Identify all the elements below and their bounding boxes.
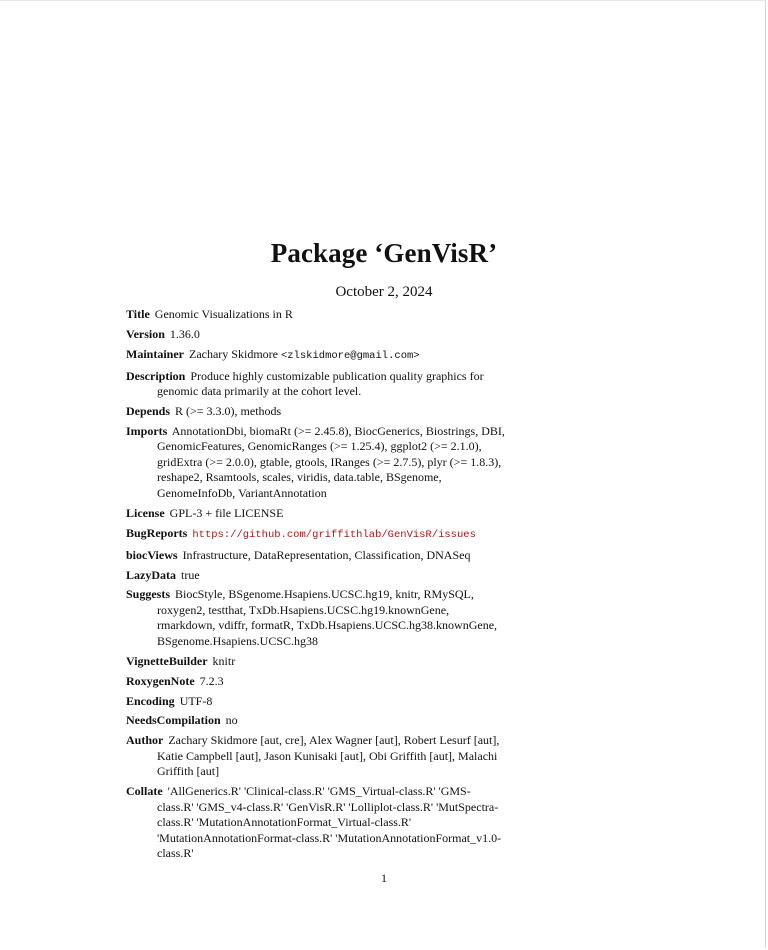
field-key-license: License	[126, 505, 165, 520]
field-value-imports: AnnotationDbi, biomaRt (>= 2.45.8), BiocGenerics, Biostrings, DBI, GenomicFeatures, GenomicRanges (>= 1.25.4), ggplot2 (>= 2.1.0), gridExtra (>= 2.0.0), gtable, gtools, IRanges (>= 2.7.5), plyr (>= 1.8.3), reshape2, Rsamtools, scales, viridis, data.table, BSgenome, GenomeInfoDb, VariantAnnotation	[157, 423, 505, 500]
field-value-license: GPL-3 + file LICENSE	[169, 505, 284, 520]
bugreports-link[interactable]: https://github.com/griffithlab/GenVisR/issues	[192, 528, 476, 541]
field-imports	[126, 424, 506, 502]
field-key-vignettebuilder: VignetteBuilder	[126, 653, 208, 668]
document-title: Package ‘GenVisR’	[270, 238, 498, 268]
maintainer-email[interactable]: <zlskidmore@gmail.com>	[280, 349, 420, 362]
field-key-bugreports: BugReports	[126, 525, 188, 540]
field-bugreports	[126, 526, 506, 544]
field-value-encoding: UTF-8	[179, 693, 213, 708]
field-value-version: 1.36.0	[169, 326, 200, 341]
field-value-depends: R (>= 3.3.0), methods	[175, 404, 282, 419]
description-fields	[126, 307, 506, 866]
field-value-needscompilation: no	[225, 713, 238, 728]
field-biocviews	[126, 548, 506, 564]
field-lazydata	[126, 568, 506, 584]
field-value-biocviews: Infrastructure, DataRepresentation, Classification, DNASeq	[182, 547, 471, 562]
field-key-maintainer: Maintainer	[126, 346, 184, 361]
field-key-collate: Collate	[126, 784, 163, 799]
field-value-title: Genomic Visualizations in R	[154, 307, 293, 321]
field-value-description: Produce highly customizable publication quality graphics for genomic data primarily at the cohort level.	[157, 368, 484, 399]
page-number: 1	[381, 871, 387, 885]
field-maintainer	[126, 347, 506, 365]
field-vignettebuilder	[126, 654, 506, 670]
field-value-author: Zachary Skidmore [aut, cre], Alex Wagner [aut], Robert Lesurf [aut], Katie Campbell [aut], Jason Kunisaki [aut], Obi Griffith [aut], Malachi Griffith [aut]	[157, 733, 500, 779]
field-collate	[126, 784, 506, 862]
field-key-title: Title	[126, 307, 150, 321]
field-encoding	[126, 694, 506, 710]
maintainer-name: Zachary Skidmore	[189, 346, 278, 361]
field-value-suggests: BiocStyle, BSgenome.Hsapiens.UCSC.hg19, knitr, RMySQL, roxygen2, testthat, TxDb.Hsapiens.UCSC.hg19.knownGene, rmarkdown, vdiffr, formatR, TxDb.Hsapiens.UCSC.hg38.knownGene, BSgenome.Hsapiens.UCSC.hg38	[157, 587, 498, 648]
field-version	[126, 327, 506, 343]
field-value-collate: 'AllGenerics.R' 'Clinical-class.R' 'GMS_Virtual-class.R' 'GMS-class.R' 'GMS_v4-class.R' 'GenVisR.R' 'Lolliplot-class.R' 'MutSpectra-class.R' 'MutationAnnotationFormat_Virtual-class.R' 'MutationAnnotationFormat-class.R' 'MutationAnnotationFormat_v1.0-class.R'	[157, 784, 502, 861]
field-key-imports: Imports	[126, 423, 168, 438]
field-author	[126, 733, 506, 780]
field-key-version: Version	[126, 326, 165, 341]
field-key-needscompilation: NeedsCompilation	[126, 713, 221, 728]
field-key-roxygennote: RoxygenNote	[126, 673, 195, 688]
field-needscompilation	[126, 713, 506, 729]
field-key-depends: Depends	[126, 404, 171, 419]
field-value-lazydata: true	[181, 567, 200, 582]
field-value-vignettebuilder: knitr	[212, 653, 236, 668]
field-roxygennote	[126, 674, 506, 690]
field-title	[126, 307, 506, 323]
field-key-description: Description	[126, 368, 186, 383]
field-key-lazydata: LazyData	[126, 567, 176, 582]
field-suggests	[126, 587, 506, 649]
field-key-biocviews: biocViews	[126, 547, 178, 562]
field-license	[126, 506, 506, 522]
field-description	[126, 369, 506, 400]
field-value-roxygennote: 7.2.3	[199, 673, 224, 688]
document-date: October 2, 2024	[335, 284, 433, 300]
field-key-encoding: Encoding	[126, 693, 175, 708]
field-key-author: Author	[126, 733, 164, 748]
field-key-suggests: Suggests	[126, 587, 171, 602]
field-depends	[126, 404, 506, 420]
